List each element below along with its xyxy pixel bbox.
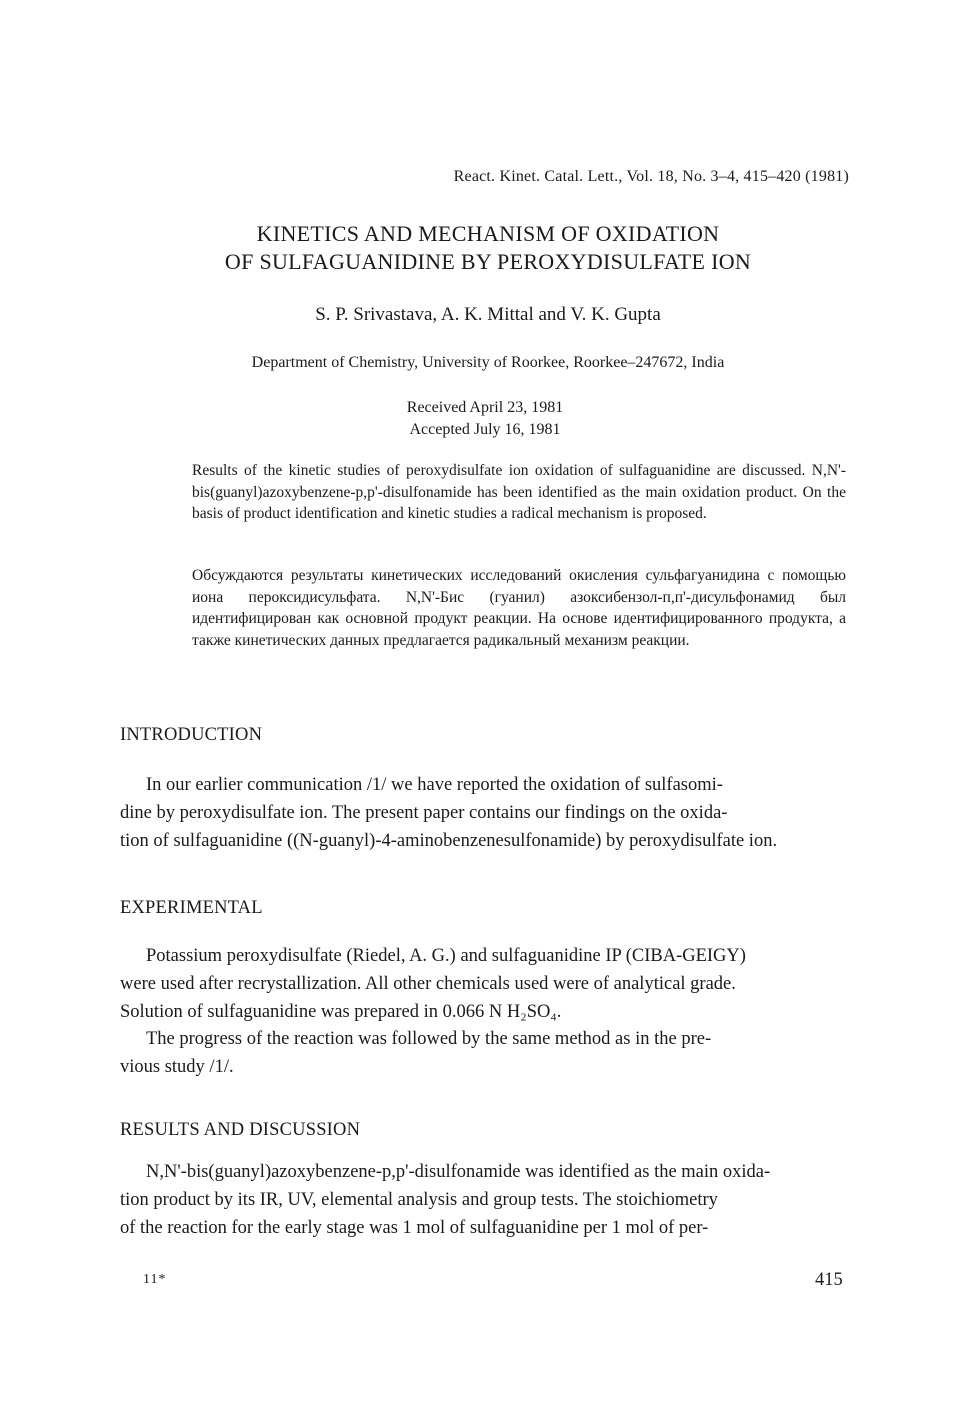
experimental-paragraph-1 bbox=[120, 942, 855, 1026]
text-line: Solution of sulfaguanidine was prepared in 0.066 N H₂SO₄. bbox=[120, 1002, 562, 1022]
section-heading-introduction: INTRODUCTION bbox=[120, 725, 263, 745]
text-line: tion of sulfaguanidine ((N-guanyl)-4-aminobenzenesulfonamide) by peroxydisulfate ion. bbox=[120, 831, 778, 851]
page-number: 415 bbox=[815, 1270, 843, 1290]
text-line: were used after recrystallization. All other chemicals used were of analytical grade. bbox=[120, 974, 736, 994]
text-line: In our earlier communication /1/ we have reported the oxidation of sulfasomi- bbox=[146, 775, 723, 795]
affiliation: Department of Chemistry, University of Roorkee, Roorkee–247672, India bbox=[251, 354, 725, 371]
journal-citation: React. Kinet. Catal. Lett., Vol. 18, No. 3–4, 415–420 (1981) bbox=[453, 168, 849, 185]
title-line-2: OF SULFAGUANIDINE BY PEROXYDISULFATE ION bbox=[224, 249, 752, 274]
signature-mark: 11* bbox=[143, 1272, 167, 1287]
abstract-russian: Обсуждаются результаты кинетических исследований окисления сульфагуанидина с помощью иона пероксидисульфата. N,N'-Бис (гуанил) азоксибензол-п,п'-дисульфонамид был идентифицирован как основной продукт реакции. На основе идентифицированного продукта, а также кинетических данных предлагается радикальный механизм реакции. bbox=[192, 567, 846, 649]
section-heading-results: RESULTS AND DISCUSSION bbox=[120, 1120, 361, 1140]
results-paragraph bbox=[120, 1158, 850, 1242]
received-date: Received April 23, 1981 bbox=[406, 399, 564, 416]
text-line: N,N'-bis(guanyl)azoxybenzene-p,p'-disulfonamide was identified as the main oxida- bbox=[146, 1162, 771, 1182]
text-line: of the reaction for the early stage was 1 mol of sulfaguanidine per 1 mol of per- bbox=[120, 1218, 709, 1238]
text-line: The progress of the reaction was followed by the same method as in the pre- bbox=[146, 1029, 712, 1049]
introduction-paragraph bbox=[120, 771, 877, 855]
text-line: tion product by its IR, UV, elemental analysis and group tests. The stoichiometry bbox=[120, 1190, 718, 1210]
author-list: S. P. Srivastava, A. K. Mittal and V. K. Gupta bbox=[315, 304, 661, 325]
text-line: Potassium peroxydisulfate (Riedel, A. G.) and sulfaguanidine IP (CIBA-GEIGY) bbox=[146, 946, 746, 966]
text-line: vious study /1/. bbox=[120, 1057, 234, 1077]
submission-dates bbox=[0, 397, 970, 441]
accepted-date: Accepted July 16, 1981 bbox=[409, 421, 561, 438]
abstract-english: Results of the kinetic studies of peroxydisulfate ion oxidation of sulfaguanidine are discussed. N,N'-bis(guanyl)azoxybenzene-p,p'-disulfonamide has been identified as the main oxidation product. On the basis of product identification and kinetic studies a radical mechanism is proposed. bbox=[192, 462, 846, 522]
paper-title bbox=[0, 220, 976, 276]
title-line-1: KINETICS AND MECHANISM OF OXIDATION bbox=[256, 221, 720, 246]
section-heading-experimental: EXPERIMENTAL bbox=[120, 898, 263, 918]
text-line: dine by peroxydisulfate ion. The present paper contains our findings on the oxida- bbox=[120, 803, 728, 823]
experimental-paragraph-2 bbox=[120, 1025, 857, 1081]
